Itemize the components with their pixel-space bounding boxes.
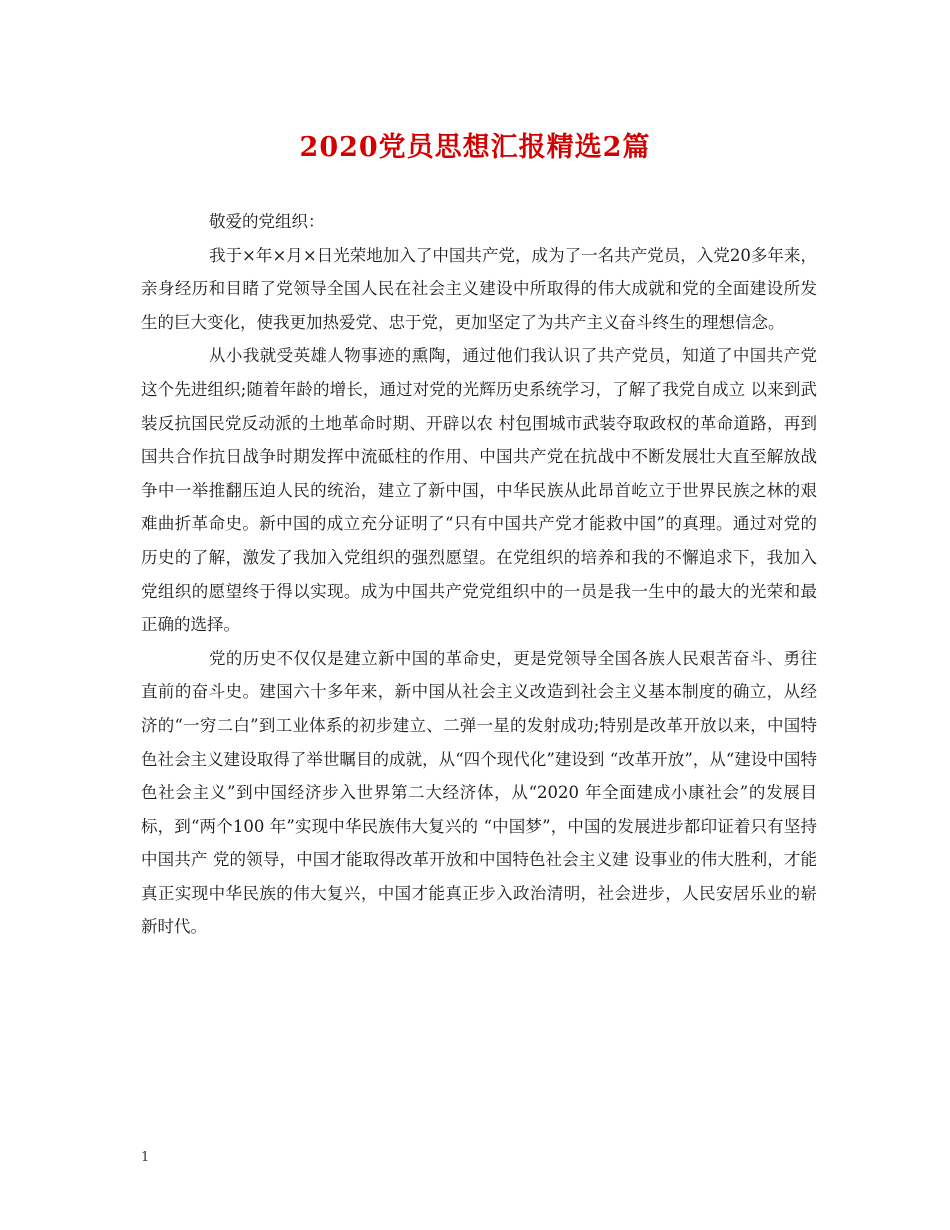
document-body [141,205,817,944]
page-number: 1 [141,1150,150,1165]
paragraph-3: 党的历史不仅仅是建立新中国的革命史，更是党领导全国各族人民艰苦奋斗、勇往直前的奋斗史。建国六十多年来，新中国从社会主义改造到社会主义基本制度的确立，从经济的“一穷二白”到工业体系的初步建立、二弹一星的发射成功;特别是改革开放以来，中国特色社会主义建设取得了举世瞩目的成就，从“四个现代化”建设到 “改革开放”，从“建设中国特色社会主义”到中国经济步入世界第二大经济体，从“2020 年全面建成小康社会”的发展目标，到“两个100 年”实现中华民族伟大复兴的 “中国梦”，中国的发展进步都印证着只有坚持中国共产 党的领导，中国才能取得改革开放和中国特色社会主义建 设事业的伟大胜利，才能真正实现中华民族的伟大复兴，中国才能真正步入政治清明，社会进步，人民安居乐业的崭新时代。 [141,648,817,937]
document-title: 2020党员思想汇报精选2篇 [299,132,651,163]
salutation: 敬爱的党组织： [209,212,325,231]
paragraph-1: 我于×年×月×日光荣地加入了中国共产党，成为了一名共产党员，入党20多年来，亲身经历和目睹了党领导全国人民在社会主义建设中所取得的伟大成就和党的全面建设所发生的巨大变化，使我更加热爱党、忠于党，更加坚定了为共产主义奋斗终生的理想信念。 [141,245,817,332]
paragraph-2: 从小我就受英雄人物事迹的熏陶，通过他们我认识了共产党员，知道了中国共产党这个先进组织;随着年龄的增长，通过对党的光辉历史系统学习，了解了我党自成立 以来到武装反抗国民党反动派的土地革命时期、开辟以农 村包围城市武装夺取政权的革命道路，再到国共合作抗日战争时期发挥中流砥柱的作用、中国共产党在抗战中不断发展壮大直至解放战争中一举推翻压迫人民的统治，建立了新中国，中华民族从此昂首屹立于世界民族之林的艰难曲折革命史。新中国的成立充分证明了“只有中国共产党才能救中国”的真理。通过对党的历史的了解，激发了我加入党组织的强烈愿望。在党组织的培养和我的不懈追求下，我加入党组织的愿望终于得以实现。成为中国共产党党组织中的一员是我一生中的最大的光荣和最正确的选择。 [141,346,817,635]
